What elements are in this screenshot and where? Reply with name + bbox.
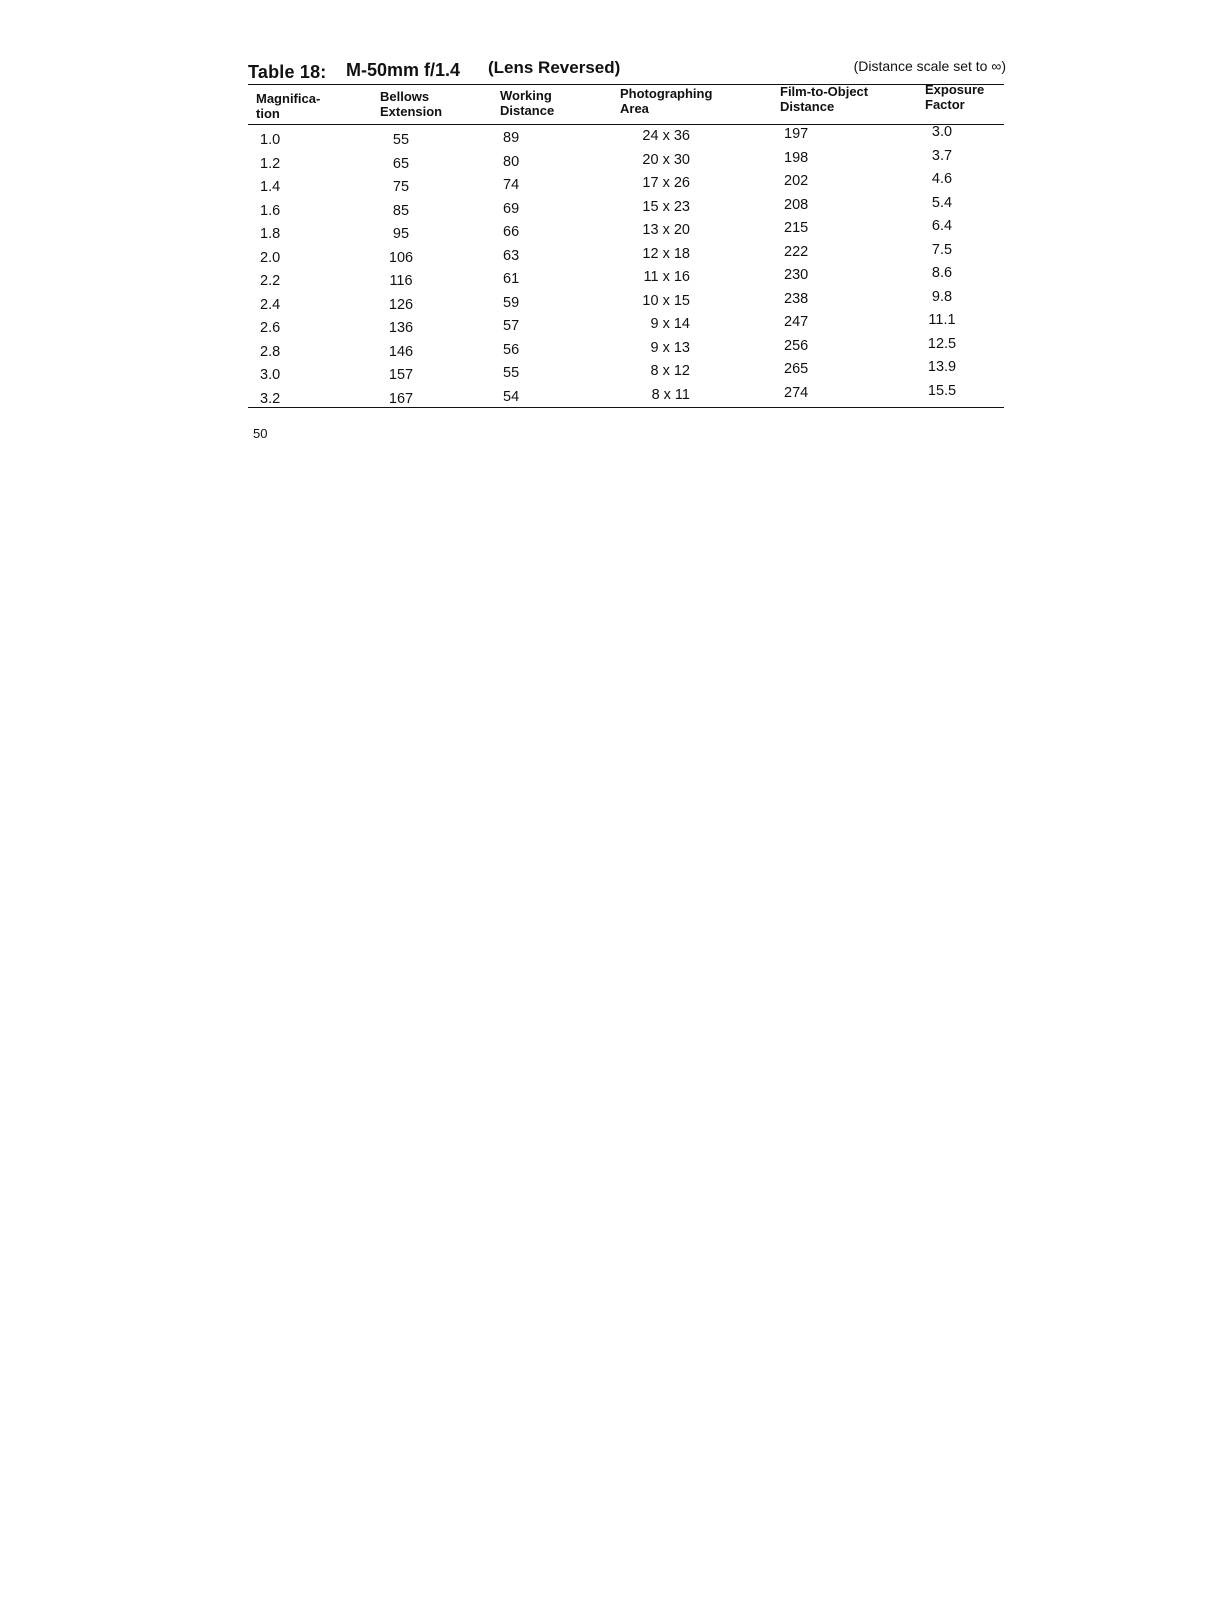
cell-magnification: 3.0 <box>260 367 281 383</box>
cell-working-distance: 63 <box>503 247 520 264</box>
cell-film-to-object-distance: 202 <box>784 173 809 189</box>
table-header-rule <box>248 124 1004 125</box>
cell-bellows-extension: 157 <box>388 367 414 383</box>
header-magnification: Magnifica- tion <box>256 91 321 121</box>
cell-bellows-extension: 167 <box>388 390 414 407</box>
cell-exposure-factor: 5.4 <box>931 194 953 211</box>
cell-exposure-factor: 3.0 <box>931 124 953 140</box>
table-title <box>248 58 1006 86</box>
header-bellows-extension: Bellows Extension <box>380 89 443 119</box>
cell-working-distance: 59 <box>503 294 520 311</box>
cell-magnification: 1.2 <box>260 155 281 172</box>
cell-working-distance: 55 <box>503 365 520 381</box>
cell-photographing-area: 8 x 12 <box>650 363 690 379</box>
cell-working-distance: 66 <box>503 224 520 240</box>
table-row <box>0 147 1226 176</box>
cell-magnification: 2.6 <box>260 320 281 336</box>
table-bottom-rule <box>248 407 1004 408</box>
cell-photographing-area: 20 x 30 <box>642 151 690 168</box>
header-exposure-factor: Exposure Factor <box>925 82 985 112</box>
cell-film-to-object-distance: 208 <box>784 196 809 213</box>
cell-magnification: 3.2 <box>260 390 281 407</box>
cell-magnification: 1.4 <box>260 179 281 195</box>
cell-exposure-factor: 4.6 <box>931 171 953 187</box>
cell-photographing-area: 9 x 13 <box>650 339 690 356</box>
table-row <box>0 359 1226 387</box>
cell-film-to-object-distance: 247 <box>784 314 809 330</box>
cell-photographing-area: 10 x 15 <box>642 292 690 309</box>
table-row <box>0 194 1226 223</box>
cell-photographing-area: 24 x 36 <box>642 128 690 144</box>
table-top-rule <box>248 84 1004 85</box>
cell-exposure-factor: 13.9 <box>927 359 957 375</box>
cell-bellows-extension: 65 <box>392 155 410 172</box>
cell-magnification: 2.2 <box>260 273 281 289</box>
table-row <box>0 288 1226 317</box>
lens-note: (Lens Reversed) <box>488 58 621 77</box>
cell-bellows-extension: 146 <box>388 343 414 360</box>
cell-working-distance: 74 <box>503 177 520 193</box>
cell-exposure-factor: 11.1 <box>928 312 956 328</box>
cell-magnification: 1.6 <box>260 202 281 219</box>
table-row <box>0 335 1226 364</box>
table-row <box>0 171 1226 199</box>
cell-exposure-factor: 12.5 <box>927 335 957 352</box>
cell-magnification: 1.0 <box>260 132 281 148</box>
cell-film-to-object-distance: 238 <box>784 290 809 307</box>
cell-bellows-extension: 55 <box>392 132 410 148</box>
table-row <box>0 241 1226 270</box>
cell-working-distance: 69 <box>503 200 520 217</box>
header-working-distance: Working Distance <box>500 88 555 118</box>
cell-magnification: 1.8 <box>260 226 281 242</box>
table-row <box>0 265 1226 293</box>
cell-film-to-object-distance: 198 <box>784 149 809 166</box>
cell-working-distance: 80 <box>503 153 520 170</box>
cell-film-to-object-distance: 274 <box>784 384 809 401</box>
cell-exposure-factor: 3.7 <box>931 147 953 164</box>
cell-bellows-extension: 75 <box>392 179 410 195</box>
table-row <box>0 124 1226 152</box>
table-row <box>0 312 1226 340</box>
cell-exposure-factor: 6.4 <box>931 218 953 234</box>
cell-film-to-object-distance: 265 <box>784 361 809 377</box>
cell-bellows-extension: 116 <box>389 273 413 289</box>
cell-working-distance: 57 <box>503 318 520 334</box>
lens-name: M-50mm f/1.4 <box>346 60 461 80</box>
cell-film-to-object-distance: 222 <box>784 243 809 260</box>
cell-photographing-area: 13 x 20 <box>642 222 690 238</box>
header-photographing-area: Photographing Area <box>620 86 713 116</box>
distance-scale-note: (Distance scale set to ∞) <box>853 58 1006 74</box>
cell-working-distance: 54 <box>503 388 520 405</box>
cell-film-to-object-distance: 230 <box>784 267 809 283</box>
cell-exposure-factor: 8.6 <box>931 265 953 281</box>
cell-magnification: 2.0 <box>260 249 281 266</box>
cell-photographing-area: 12 x 18 <box>642 245 690 262</box>
cell-photographing-area: 11 x 16 <box>643 269 690 285</box>
cell-bellows-extension: 126 <box>388 296 414 313</box>
cell-photographing-area: 8 x 11 <box>651 386 690 403</box>
cell-working-distance: 61 <box>503 271 520 287</box>
cell-magnification: 2.4 <box>260 296 281 313</box>
cell-bellows-extension: 95 <box>392 226 410 242</box>
cell-photographing-area: 17 x 26 <box>642 175 690 191</box>
table-row <box>0 218 1226 246</box>
cell-exposure-factor: 15.5 <box>927 382 957 399</box>
cell-film-to-object-distance: 215 <box>784 220 809 236</box>
header-film-to-object-distance: Film-to-Object Distance <box>780 84 869 114</box>
cell-bellows-extension: 106 <box>388 249 414 266</box>
cell-film-to-object-distance: 197 <box>784 126 809 142</box>
cell-photographing-area: 9 x 14 <box>650 316 690 332</box>
cell-exposure-factor: 7.5 <box>931 241 953 258</box>
cell-magnification: 2.8 <box>260 343 281 360</box>
cell-working-distance: 89 <box>503 130 520 146</box>
table-header <box>0 82 1226 122</box>
cell-working-distance: 56 <box>503 341 520 358</box>
cell-exposure-factor: 9.8 <box>931 288 953 305</box>
table-number: Table 18: <box>248 62 327 82</box>
cell-photographing-area: 15 x 23 <box>642 198 690 215</box>
cell-bellows-extension: 85 <box>392 202 410 219</box>
cell-film-to-object-distance: 256 <box>784 337 809 354</box>
page-number: 50 <box>253 426 268 441</box>
cell-bellows-extension: 136 <box>388 320 414 336</box>
